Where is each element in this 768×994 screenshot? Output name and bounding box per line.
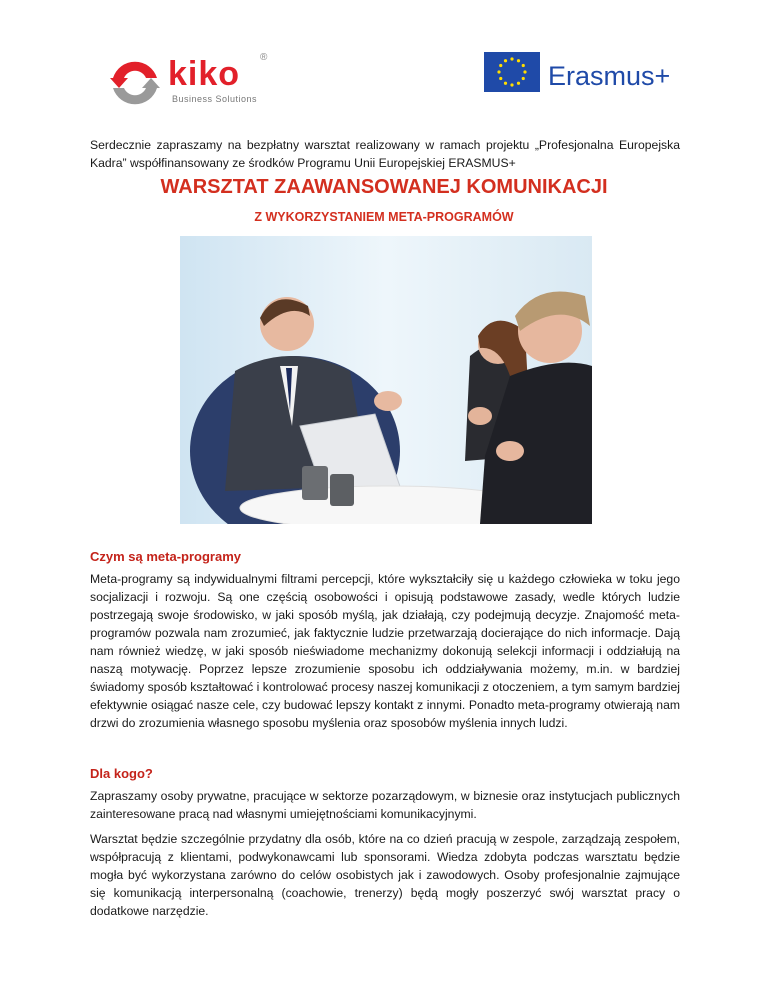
eu-star-icon	[510, 57, 513, 60]
eu-flag-icon	[484, 52, 540, 92]
eu-star-icon	[499, 77, 502, 80]
intro-text: Serdecznie zapraszamy na bezpłatny warsztat realizowany w ramach projektu „Profesjonalna Europejska Kadra” współfinansowany ze środków Programu Unii Europejskiej ERASMUS+	[90, 138, 680, 170]
eu-star-icon	[522, 64, 525, 67]
business-meeting-photo	[180, 236, 592, 524]
eu-star-icon	[517, 59, 520, 62]
kiko-tagline: Business Solutions	[172, 94, 258, 104]
eu-star-icon	[499, 64, 502, 67]
kiko-logo	[108, 52, 278, 112]
eu-star-icon	[504, 82, 507, 85]
logo-bar	[0, 44, 768, 124]
registered-mark: ®	[260, 52, 268, 63]
page-subtitle: Z WYKORZYSTANIEM META-PROGRAMÓW	[254, 210, 514, 224]
section-heading-meta-programs: Czym są meta-programy	[90, 549, 241, 564]
eu-star-icon	[517, 82, 520, 85]
section-heading-for-whom: Dla kogo?	[90, 766, 153, 781]
eu-star-icon	[497, 70, 500, 73]
eu-star-icon	[504, 59, 507, 62]
section-paragraph: Zapraszamy osoby prywatne, pracujące w sektorze pozarządowym, w biznesie oraz instytucjach publicznych zainteresowane pracą nad własnymi umiejętnościami komunikacyjnymi.	[90, 789, 680, 821]
kiko-brand-name: kiko	[168, 55, 241, 93]
erasmus-plus-label: Erasmus+	[548, 61, 671, 91]
kiko-mark-icon	[108, 56, 162, 110]
eu-star-icon	[522, 77, 525, 80]
eu-star-icon	[510, 83, 513, 86]
eu-star-icon	[523, 70, 526, 73]
erasmus-logo	[484, 52, 684, 102]
section-paragraph: Meta-programy są indywidualnymi filtrami percepcji, które wykształciły się u każdego człowieka w toku jego socjalizacji i rozwoju. Są one częścią osobowości i opisują podstawowe zasady, wedle których ludzie postrzegają swoje środowisko, w jaki sposób myślą, jak działają, czy podejmują decyzje. Znajomość meta-programów pozwala nam zrozumieć, jak faktycznie ludzie przetwarzają docierające do nich informacje. Dają nam również wiedzę, w jaki sposób nieświadome mechanizmy dokonują selekcji informacji i oddziałują na naszą motywację. Poprzez lepsze zrozumienie sposobu ich oddziaływania możemy, m.in. w bardziej świadomy sposób kształtować i kontrolować procesy naszej komunikacji z otoczeniem, a tym samym bardziej efektywnie osiągać nasze cele, czy budować lepszy kontakt z innymi. Ponadto meta-programy otwierają nam drzwi do zrozumienia własnego sposobu myślenia oraz sposobów myślenia innych ludzi.	[90, 572, 680, 730]
section-paragraph: Warsztat będzie szczególnie przydatny dla osób, które na co dzień pracują w zespole, zarządzają zespołem, współpracują z klientami, podwykonawcami lub sponsorami. Wiedza zdobyta podczas warsztatu będzie mogła być wykorzystana zarówno do celów osobistych jak i zawodowych. Osoby profesjonalnie zajmujące się komunikacją interpersonalną (coachowie, trenerzy) będą mogły poszerzyć swój warsztat pracy o dodatkowe narzędzie.	[90, 832, 680, 918]
page-title: WARSZTAT ZAAWANSOWANEJ KOMUNIKACJI	[160, 176, 608, 198]
